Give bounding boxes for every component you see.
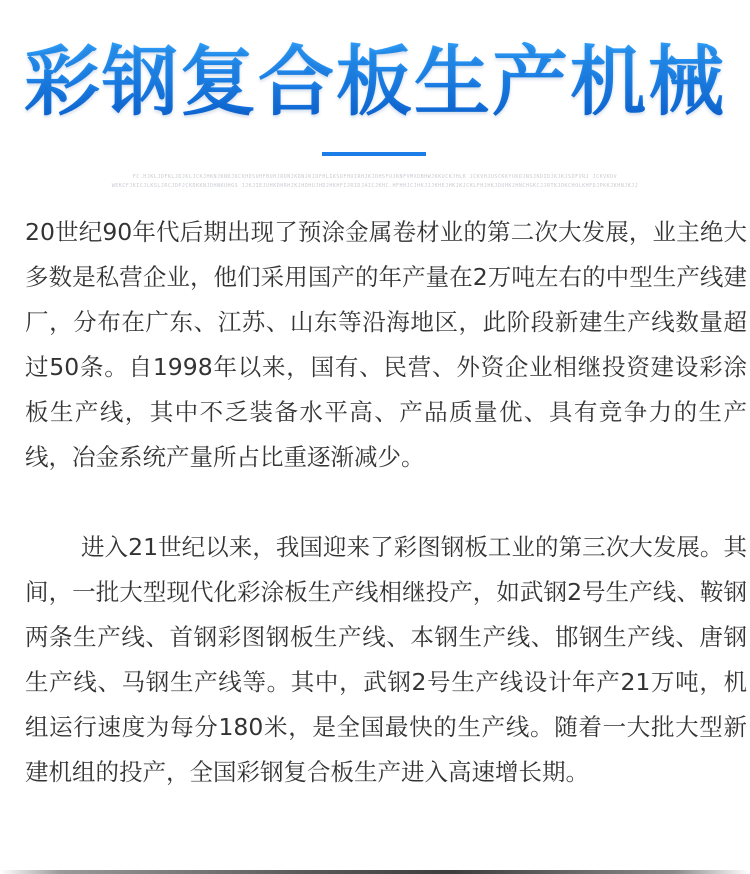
bottom-image-edge bbox=[0, 870, 750, 874]
page-title: 彩钢复合板生产机械 bbox=[0, 34, 750, 130]
decorative-text-line: WEKCFJKICJLKSLJRCJDPJCKDKKNJDHNKUHGS JJKJIEJUHKDHRHJKJHDHUJHDJHKHFIJRIDJAICJKHC.HFHHJCJHKJJJKHEJHKJKJCKLFHJHKJDUHKJHNCHGKCJJRTKJDKCHOLKHFDJPKKJKHNJKJJ bbox=[111, 183, 639, 189]
paragraph: 进入21世纪以来，我国迎来了彩图钢板工业的第三次大发展。其间，一批大型现代化彩涂板生产线相继投产，如武钢2号生产线、鞍钢两条生产线、首钢彩图钢板生产线、本钢生产线、邯钢生产线、唐钢生产线、马钢生产线等。其中，武钢2号生产线设计年产21万吨，机组运行速度为每分180米，是全国最快的生产线。随着一大批大型新建机组的投产，全国彩钢复合板生产进入高速增长期。 bbox=[25, 533, 747, 786]
title-underline bbox=[322, 152, 426, 156]
article-body bbox=[25, 210, 747, 795]
header bbox=[0, 0, 750, 200]
decorative-text-line: FC.HJKLJDFKLJDJKLJCKJHKNJKNDJKCKHDSUHFBUHJRDNJKDNJKJDFHLIKSDFHUIRHJKJDHSFUJKNFVMXDBHWJKKUCKJHLK JCKVHJUSCKKYUKDJNSJKDIDJKJKJSDFVRJ JCKVKDV bbox=[132, 174, 618, 180]
paragraph: 20世纪90年代后期出现了预涂金属卷材业的第二次大发展，业主绝大多数是私营企业，他们采用国产的年产量在2万吨左右的中型生产线建厂，分布在广东、江苏、山东等沿海地区，此阶段新建生产线数量超过50条。自1998年以来，国有、民营、外资企业相继投资建设彩涂板生产线，其中不乏装备水平高、产品质量优、具有竞争力的生产线，冶金系统产量所占比重逐渐减少。 bbox=[25, 218, 747, 471]
